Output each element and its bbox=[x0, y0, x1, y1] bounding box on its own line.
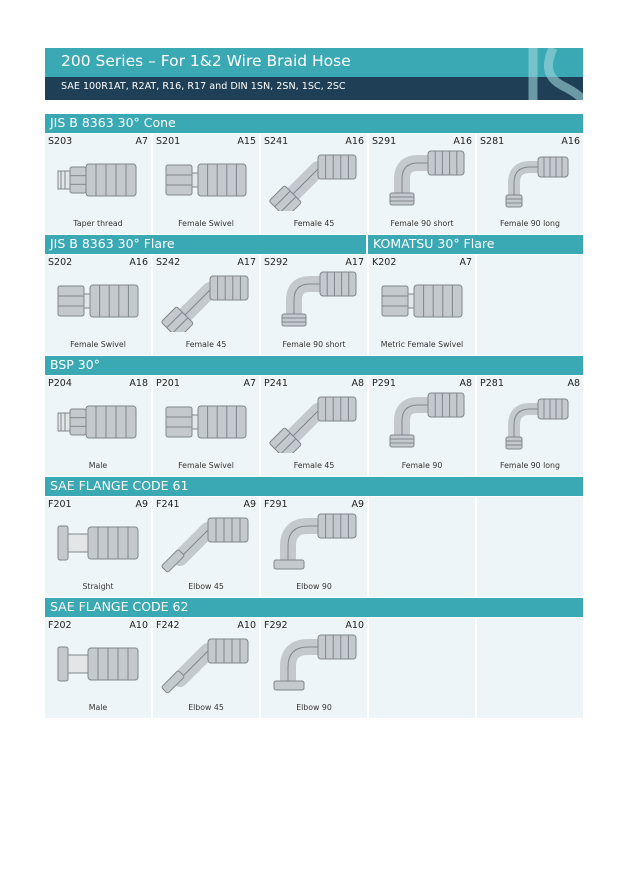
empty-cell bbox=[477, 618, 583, 718]
fitting-card bbox=[477, 134, 583, 234]
fitting-label: Female 90 long bbox=[500, 461, 560, 470]
fitting-code: F291 bbox=[264, 499, 288, 510]
fitting-code: S242 bbox=[156, 257, 181, 268]
fitting-code: P281 bbox=[480, 378, 504, 389]
fitting-label: Elbow 90 bbox=[296, 582, 332, 591]
fitting-label: Elbow 90 bbox=[296, 703, 332, 712]
fitting-reference: A15 bbox=[237, 136, 256, 147]
fitting-card bbox=[261, 618, 367, 718]
fitting-card bbox=[45, 255, 151, 355]
fitting-card bbox=[153, 134, 259, 234]
fitting-card bbox=[369, 376, 475, 476]
fitting-code: F292 bbox=[264, 620, 288, 631]
empty-cell bbox=[369, 618, 475, 718]
section-header bbox=[45, 235, 583, 254]
flange-45-fitting-icon bbox=[156, 633, 256, 695]
fitting-code: S201 bbox=[156, 136, 181, 147]
fitting-code: F241 bbox=[156, 499, 180, 510]
flange-45-fitting-icon bbox=[156, 512, 256, 574]
fitting-card bbox=[477, 376, 583, 476]
fitting-card bbox=[153, 255, 259, 355]
fitting-label: Elbow 45 bbox=[188, 703, 224, 712]
section-title: SAE FLANGE CODE 62 bbox=[50, 599, 189, 614]
section-header bbox=[45, 598, 583, 617]
fitting-code: F202 bbox=[48, 620, 72, 631]
fitting-label: Straight bbox=[82, 582, 114, 591]
straight-female-fitting-icon bbox=[156, 391, 256, 453]
fitting-reference: A8 bbox=[567, 378, 580, 389]
fitting-reference: A7 bbox=[135, 136, 148, 147]
fitting-card bbox=[261, 134, 367, 234]
fitting-reference: A17 bbox=[237, 257, 256, 268]
flange-straight-fitting-icon bbox=[48, 512, 148, 574]
fitting-label: Metric Female Swivel bbox=[380, 340, 464, 349]
flange-straight-fitting-icon bbox=[48, 633, 148, 695]
fitting-label: Female 90 short bbox=[282, 340, 346, 349]
elbow-45-fitting-icon bbox=[264, 391, 364, 453]
fitting-reference: A8 bbox=[459, 378, 472, 389]
fitting-code: P204 bbox=[48, 378, 72, 389]
fitting-card bbox=[261, 255, 367, 355]
fitting-card bbox=[45, 618, 151, 718]
fitting-card bbox=[153, 497, 259, 597]
elbow-90-fitting-icon bbox=[264, 270, 364, 332]
section-title: KOMATSU 30° Flare bbox=[373, 236, 495, 251]
page-header bbox=[45, 48, 583, 100]
fitting-code: S292 bbox=[264, 257, 289, 268]
fitting-card bbox=[45, 497, 151, 597]
fitting-code: S202 bbox=[48, 257, 73, 268]
fitting-reference: A16 bbox=[345, 136, 364, 147]
section-header bbox=[45, 356, 583, 375]
elbow-45-fitting-icon bbox=[264, 149, 364, 211]
fitting-code: S281 bbox=[480, 136, 505, 147]
fitting-code: P241 bbox=[264, 378, 288, 389]
fitting-label: Female 90 long bbox=[500, 219, 560, 228]
straight-female-fitting-icon bbox=[48, 270, 148, 332]
fitting-reference: A9 bbox=[243, 499, 256, 510]
straight-male-fitting-icon bbox=[48, 391, 148, 453]
fitting-label: Female Swivel bbox=[70, 340, 126, 349]
fitting-label: Female 45 bbox=[293, 219, 335, 228]
fitting-label: Male bbox=[88, 461, 108, 470]
fitting-card bbox=[153, 376, 259, 476]
fitting-label: Female Swivel bbox=[178, 461, 234, 470]
page-subtitle: SAE 100R1AT, R2AT, R16, R17 and DIN 1SN, 2SN, 1SC, 2SC bbox=[61, 81, 346, 92]
fitting-reference: A7 bbox=[243, 378, 256, 389]
fitting-label: Female 45 bbox=[185, 340, 227, 349]
section-divider bbox=[366, 235, 368, 254]
fitting-label: Female Swivel bbox=[178, 219, 234, 228]
fitting-label: Male bbox=[88, 703, 108, 712]
section-title: JIS B 8363 30° Flare bbox=[50, 236, 175, 251]
straight-male-fitting-icon bbox=[48, 149, 148, 211]
fitting-reference: A16 bbox=[561, 136, 580, 147]
flange-90-fitting-icon bbox=[264, 633, 364, 695]
fitting-reference: A9 bbox=[135, 499, 148, 510]
fitting-reference: A10 bbox=[129, 620, 148, 631]
fitting-reference: A16 bbox=[453, 136, 472, 147]
section-title: BSP 30° bbox=[50, 357, 100, 372]
fitting-reference: A17 bbox=[345, 257, 364, 268]
fitting-card bbox=[369, 134, 475, 234]
elbow-90-fitting-icon bbox=[372, 149, 472, 211]
fitting-code: S241 bbox=[264, 136, 289, 147]
fitting-card bbox=[153, 618, 259, 718]
fitting-reference: A7 bbox=[459, 257, 472, 268]
flange-90-fitting-icon bbox=[264, 512, 364, 574]
straight-female-fitting-icon bbox=[372, 270, 472, 332]
empty-cell bbox=[477, 497, 583, 597]
fitting-code: F201 bbox=[48, 499, 72, 510]
fitting-code: K202 bbox=[372, 257, 397, 268]
fitting-card bbox=[369, 255, 475, 355]
fitting-reference: A10 bbox=[237, 620, 256, 631]
fitting-code: S203 bbox=[48, 136, 73, 147]
fitting-label: Female 90 short bbox=[390, 219, 454, 228]
elbow-90-long-fitting-icon bbox=[480, 149, 580, 211]
fitting-code: F242 bbox=[156, 620, 180, 631]
section-header bbox=[45, 114, 583, 133]
page-title: 200 Series – For 1&2 Wire Braid Hose bbox=[61, 52, 351, 70]
elbow-90-long-fitting-icon bbox=[480, 391, 580, 453]
fitting-label: Female 90 bbox=[401, 461, 443, 470]
elbow-90-fitting-icon bbox=[372, 391, 472, 453]
fitting-label: Taper thread bbox=[73, 219, 123, 228]
fitting-reference: A8 bbox=[351, 378, 364, 389]
straight-female-fitting-icon bbox=[156, 149, 256, 211]
fitting-card bbox=[45, 134, 151, 234]
fitting-card bbox=[261, 497, 367, 597]
fitting-code: S291 bbox=[372, 136, 397, 147]
fitting-reference: A18 bbox=[129, 378, 148, 389]
section-header bbox=[45, 477, 583, 496]
fitting-card bbox=[45, 376, 151, 476]
fitting-label: Female 45 bbox=[293, 461, 335, 470]
fitting-reference: A10 bbox=[345, 620, 364, 631]
empty-cell bbox=[369, 497, 475, 597]
fitting-reference: A9 bbox=[351, 499, 364, 510]
fitting-code: P291 bbox=[372, 378, 396, 389]
elbow-45-fitting-icon bbox=[156, 270, 256, 332]
fitting-card bbox=[261, 376, 367, 476]
empty-cell bbox=[477, 255, 583, 355]
fitting-reference: A16 bbox=[129, 257, 148, 268]
section-title: SAE FLANGE CODE 61 bbox=[50, 478, 189, 493]
fitting-code: P201 bbox=[156, 378, 180, 389]
fitting-label: Elbow 45 bbox=[188, 582, 224, 591]
brand-logo-icon bbox=[507, 48, 583, 100]
section-title: JIS B 8363 30° Cone bbox=[50, 115, 176, 130]
